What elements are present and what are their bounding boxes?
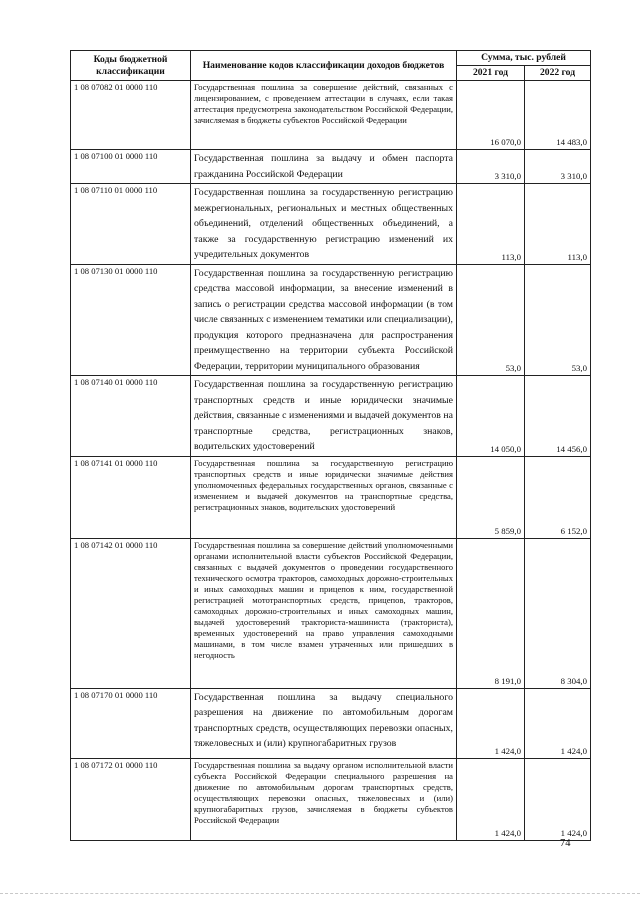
row-value-2021: 1 424,0 xyxy=(457,688,525,758)
row-code: 1 08 07170 01 0000 110 xyxy=(71,688,191,758)
row-value-2021: 8 191,0 xyxy=(457,538,525,688)
row-name: Государственная пошлина за выдачу и обмен паспорта гражданина Российской Федерации xyxy=(191,150,457,184)
header-code: Коды бюджетной классификации xyxy=(71,51,191,81)
row-code: 1 08 07141 01 0000 110 xyxy=(71,456,191,538)
table-row xyxy=(71,376,591,457)
table-row xyxy=(71,688,591,758)
table-row xyxy=(71,264,591,376)
row-code: 1 08 07140 01 0000 110 xyxy=(71,376,191,457)
header-sum: Сумма, тыс. рублей xyxy=(457,51,591,66)
scan-artifact-line xyxy=(0,893,640,894)
row-value-2022: 113,0 xyxy=(525,184,591,265)
row-value-2022: 6 152,0 xyxy=(525,456,591,538)
row-value-2021: 14 050,0 xyxy=(457,376,525,457)
budget-revenue-table xyxy=(70,50,591,841)
row-value-2022: 14 456,0 xyxy=(525,376,591,457)
row-name: Государственная пошлина за выдачу органом исполнительной власти субъекта Российской Федерации специального разрешения на движение по автомобильным дорогам транспортных средств, осуществляющих перевозки опасных, тяжеловесных и (или) крупногабаритных грузов, зачисляемая в бюджеты субъектов Российской Федерации xyxy=(191,758,457,840)
header-name: Наименование кодов классификации доходов бюджетов xyxy=(191,51,457,81)
table-row xyxy=(71,758,591,840)
row-value-2021: 1 424,0 xyxy=(457,758,525,840)
row-code: 1 08 07172 01 0000 110 xyxy=(71,758,191,840)
row-value-2021: 53,0 xyxy=(457,264,525,376)
table-row xyxy=(71,456,591,538)
row-name: Государственная пошлина за государственную регистрацию средства массовой информации, за внесение изменений в запись о регистрации средства массовой информации (в том числе связанных с изменением тематики или специализации), продукция которого предназначена для распространения преимущественно на территории субъекта Российской Федерации, территории муниципального образования xyxy=(191,264,457,376)
row-value-2022: 14 483,0 xyxy=(525,81,591,150)
table-header-row xyxy=(71,51,591,66)
row-name: Государственная пошлина за совершение действий уполномоченными органами исполнительной власти субъектов Российской Федерации, связанных с выдачей документов о проведении государственного технического осмотра тракторов, самоходных дорожно-строительных и иных самоходных машин и прицепов к ним, государственной регистрацией мототранспортных средств, прицепов, тракторов, самоходных дорожно-строительных и иных самоходных машин, выдачей удостоверений тракториста-машиниста (тракториста), временных удостоверений на право управления самоходными машинами, в том числе взамен утраченных или пришедших в негодность xyxy=(191,538,457,688)
row-value-2021: 113,0 xyxy=(457,184,525,265)
row-name: Государственная пошлина за государственную регистрацию транспортных средств и иные юридически значимые действия, связанные с изменениями и выдачей документов на транспортные средства, регистрационных знаков, водительских удостоверений xyxy=(191,376,457,457)
row-value-2021: 16 070,0 xyxy=(457,81,525,150)
header-year-2022: 2022 год xyxy=(525,66,591,81)
table-row xyxy=(71,538,591,688)
row-value-2021: 5 859,0 xyxy=(457,456,525,538)
row-code: 1 08 07110 01 0000 110 xyxy=(71,184,191,265)
row-value-2022: 1 424,0 xyxy=(525,758,591,840)
row-code: 1 08 07082 01 0000 110 xyxy=(71,81,191,150)
header-year-2021: 2021 год xyxy=(457,66,525,81)
page-number: 74 xyxy=(560,838,571,849)
row-value-2022: 1 424,0 xyxy=(525,688,591,758)
table-row xyxy=(71,81,591,150)
row-value-2022: 8 304,0 xyxy=(525,538,591,688)
row-name: Государственная пошлина за государственную регистрацию межрегиональных, региональных и местных общественных объединений, отделений общественных объединений, а также за государственную регистрацию изменений их учредительных документов xyxy=(191,184,457,265)
row-value-2022: 53,0 xyxy=(525,264,591,376)
table-row xyxy=(71,150,591,184)
budget-revenue-table-page xyxy=(70,50,590,841)
row-name: Государственная пошлина за выдачу специального разрешения на движение по автомобильным дорогам транспортных средств, осуществляющих перевозки опасных, тяжеловесных и (или) крупногабаритных грузов xyxy=(191,688,457,758)
row-code: 1 08 07130 01 0000 110 xyxy=(71,264,191,376)
row-code: 1 08 07100 01 0000 110 xyxy=(71,150,191,184)
row-code: 1 08 07142 01 0000 110 xyxy=(71,538,191,688)
row-name: Государственная пошлина за совершение действий, связанных с лицензированием, с проведением аттестации в случаях, если такая аттестация предусмотрена законодательством Российской Федерации, зачисляемая в бюджеты субъектов Российской Федерации xyxy=(191,81,457,150)
table-row xyxy=(71,184,591,265)
row-value-2021: 3 310,0 xyxy=(457,150,525,184)
row-name: Государственная пошлина за государственную регистрацию транспортных средств и иные юридически значимые действия уполномоченных федеральных государственных органов, связанные с изменением и выдачей документов на транспортные средства, регистрационных знаков, водительских удостоверений xyxy=(191,456,457,538)
row-value-2022: 3 310,0 xyxy=(525,150,591,184)
